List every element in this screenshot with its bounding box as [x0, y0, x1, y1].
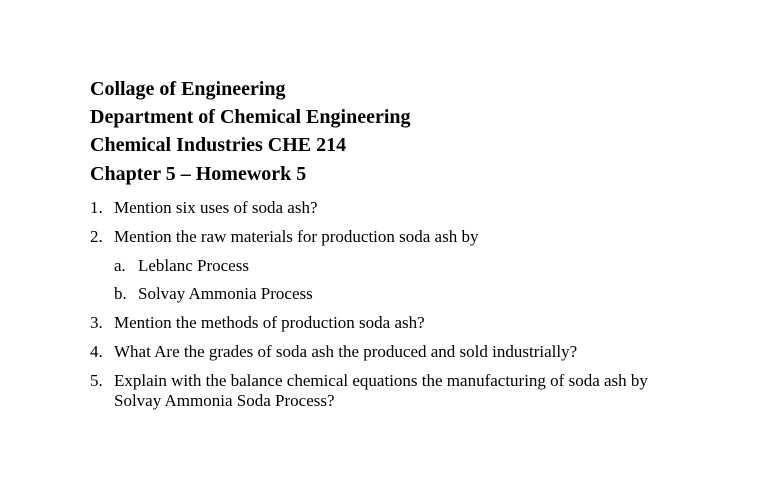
question-text-continued: Solvay Ammonia Soda Process?: [114, 391, 335, 410]
department-heading: Department of Chemical Engineering: [90, 106, 411, 128]
question-text: Mention six uses of soda ash?: [114, 198, 318, 217]
question-number: 2.: [90, 227, 103, 246]
question-text: What Are the grades of soda ash the produced and sold industrially?: [114, 342, 578, 361]
question-text: Mention the methods of production soda ash?: [114, 313, 425, 332]
sub-question-letter: b.: [114, 284, 127, 303]
question-number: 3.: [90, 313, 103, 332]
course-heading: Chemical Industries CHE 214: [90, 134, 347, 156]
sub-question-text: Leblanc Process: [138, 256, 249, 275]
question-number: 4.: [90, 342, 103, 361]
chapter-heading: Chapter 5 – Homework 5: [90, 163, 307, 185]
question-number: 5.: [90, 371, 103, 390]
question-text: Explain with the balance chemical equations the manufacturing of soda ash by: [114, 371, 648, 390]
question-text: Mention the raw materials for production soda ash by: [114, 227, 479, 246]
question-number: 1.: [90, 198, 103, 217]
college-heading: Collage of Engineering: [90, 78, 286, 100]
sub-question-letter: a.: [114, 256, 126, 275]
sub-question-text: Solvay Ammonia Process: [138, 284, 313, 303]
